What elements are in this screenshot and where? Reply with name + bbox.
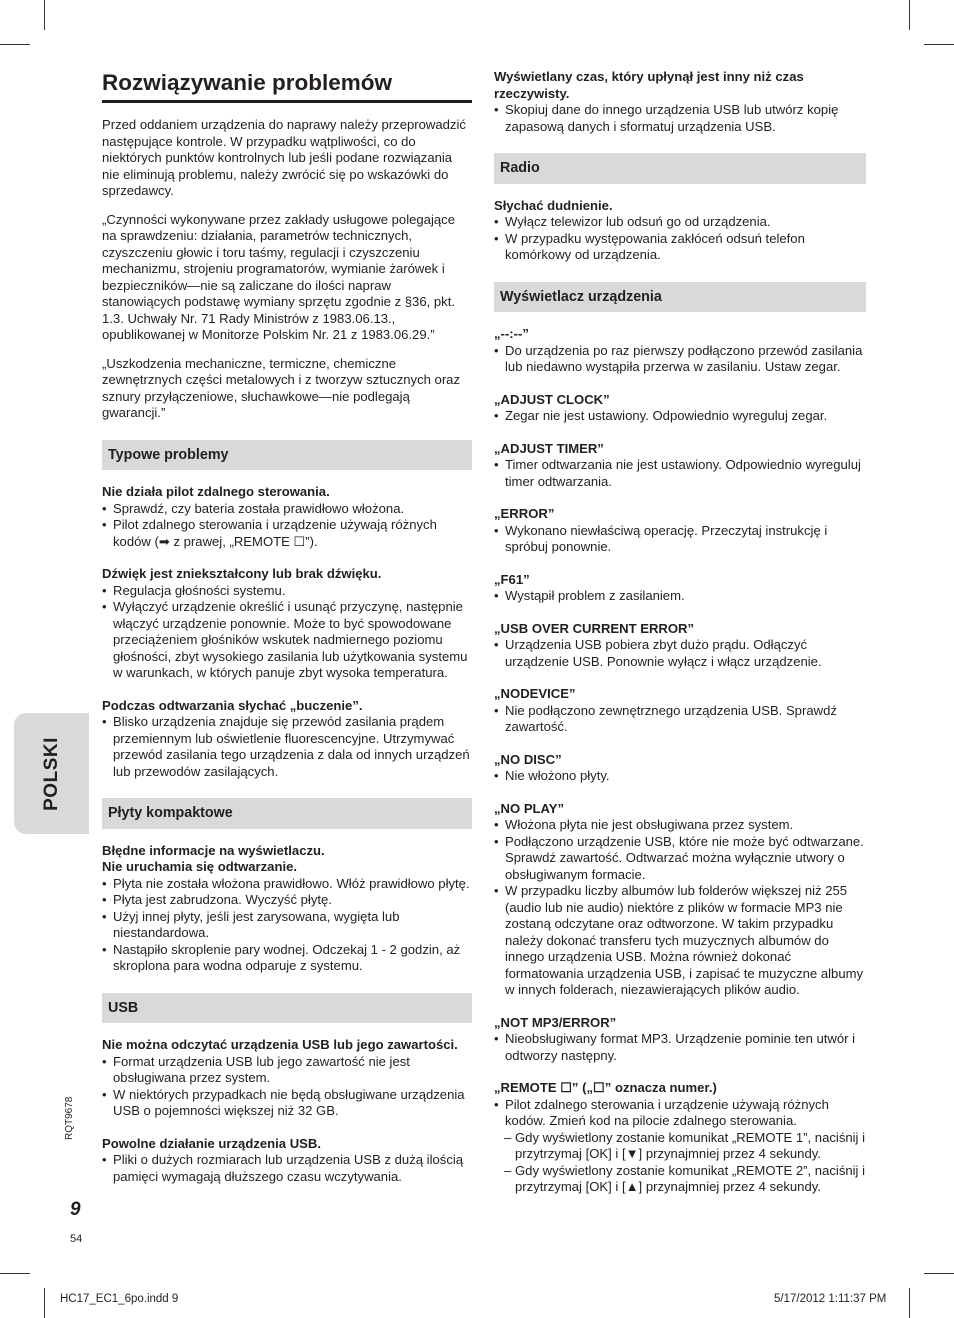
solution-list [494, 703, 866, 736]
language-tab-text: POLSKI [40, 736, 62, 811]
solution-bullet: • Pilot zdalnego sterowania i urządzenie używają różnych kodów. Zmień kod na pilocie zdalnego sterowania. [494, 1097, 866, 1130]
solution-bullet: • Nie włożono płyty. [494, 768, 866, 785]
solution-bullet: • Wyłączyć urządzenie określić i usunąć przyczynę, następnie włączyć urządzenie ponownie. Może to być spowodowane przeciążeniem głośników wskutek nadmiernego poziomu głośności, zbyt wysokiego zasilania lub użytkowania systemu w warunkach, w których panuje zbyt wysoka temperatura. [102, 599, 472, 682]
page-title: Rozwiązywanie problemów [102, 69, 472, 103]
intro-paragraph: Przed oddaniem urządzenia do naprawy należy przeprowadzić następujące kontrole. W przypadku wątpliwości, co do niektórych punktów kontrolnych lub jeśli podane rozwiązania nie eliminują problemu, należy zwrócić się po wskazówki do sprzedawcy. [102, 117, 466, 198]
solution-list [494, 408, 866, 425]
problem-item [494, 69, 866, 135]
crop-mark [924, 44, 954, 45]
solution-bullet: • Wyłącz telewizor lub odsuń go od urządzenia. [494, 214, 866, 231]
solution-list [494, 523, 866, 556]
solution-list [102, 1054, 472, 1120]
section-typowe [102, 440, 472, 781]
solution-list [494, 1097, 866, 1130]
solution-bullet: • Nastąpiło skroplenie pary wodnej. Odczekaj 1 - 2 godzin, aż skroplona para wodna odparuje z systemu. [102, 942, 472, 975]
solution-list [102, 1152, 472, 1185]
solution-bullet: • Pliki o dużych rozmiarach lub urządzenia USB z dużą ilością pamięci wymagają dłuższego czasu wczytywania. [102, 1152, 472, 1185]
problem-title: Nie można odczytać urządzenia USB lub jego zawartości. [102, 1037, 458, 1052]
solution-list [102, 501, 472, 551]
solution-bullet: • Nie podłączono zewnętrznego urządzenia USB. Sprawdź zawartość. [494, 703, 866, 736]
problem-item [102, 1037, 472, 1120]
solution-list [102, 583, 472, 682]
solution-list [494, 102, 866, 135]
solution-list [494, 817, 866, 999]
crop-mark [0, 44, 30, 45]
solution-list [494, 214, 866, 264]
problem-title: „NODEVICE” [494, 686, 576, 701]
solution-bullet: • Pilot zdalnego sterowania i urządzenie używają różnych kodów (➡ z prawej, „REMOTE ☐”). [102, 517, 472, 550]
problem-item [494, 801, 866, 999]
solution-bullet: • Do urządzenia po raz pierwszy podłączono przewód zasilania lub niedawno wystąpiła przerwa w zasilaniu. Ustaw zegar. [494, 343, 866, 376]
problem-item [494, 686, 866, 736]
solution-bullet: • Regulacja głośności systemu. [102, 583, 472, 600]
solution-bullet: • Wystąpił problem z zasilaniem. [494, 588, 866, 605]
solution-bullet: • Sprawdź, czy bateria została prawidłowo włożona. [102, 501, 472, 518]
solution-bullet: • Blisko urządzenia znajduje się przewód zasilania prądem przemiennym lub oświetlenie fluorescencyjne. Utrzymywać przewód zasilania tego urządzenia z dala od innych urządzeń lub przewodów zasilających. [102, 714, 472, 780]
problem-item [494, 441, 866, 491]
problem-title: Wyświetlany czas, który upłynął jest inny niż czas rzeczywisty. [494, 69, 804, 101]
solution-bullet: • Zegar nie jest ustawiony. Odpowiednio wyreguluj zegar. [494, 408, 866, 425]
intro-paragraph: „Czynności wykonywane przez zakłady usługowe polegające na sprawdzeniu: działania, parametrów technicznych, czyszczeniu głowic i toru taśmy, regulacji i czyszczeniu mechanizmu, strojeniu programatorów, wymianie żarówek i bezpieczników—nie są zaliczane do ilości napraw stanowiących podstawę wymiany sprzętu zgodnie z §36, pkt. 1.3. Uchwały Nr. 71 Rady Ministrów z 1983.06.13., opublikowanej w Monitorze Polskim Nr. 21 z 1983.06.29.” [102, 211, 455, 342]
problem-title: Nie działa pilot zdalnego sterowania. [102, 484, 330, 499]
solution-list [102, 714, 472, 780]
problem-title: „--:--” [494, 326, 529, 341]
problem-title: „NO PLAY” [494, 800, 565, 816]
right-column [494, 69, 866, 1212]
problem-title: „ERROR” [494, 506, 555, 521]
section-heading: USB [102, 993, 472, 1024]
left-column [102, 69, 472, 1201]
section-heading: Płyty kompaktowe [102, 798, 472, 829]
section-heading: Typowe problemy [102, 440, 472, 471]
problem-item [494, 326, 866, 376]
crop-mark [44, 1288, 45, 1318]
solution-bullet: • Włożona płyta nie jest obsługiwana przez system. [494, 817, 866, 834]
problem-title: Dźwięk jest zniekształcony lub brak dźwięku. [102, 566, 382, 581]
solution-list [494, 588, 866, 605]
crop-mark [909, 0, 910, 30]
problem-title: „REMOTE ☐” („☐” oznacza numer.) [494, 1080, 717, 1095]
solution-list [102, 876, 472, 975]
problem-title: Błędne informacje na wyświetlaczu. Nie uruchamia się odtwarzanie. [102, 842, 325, 874]
problem-title: „NO DISC” [494, 751, 562, 767]
crop-mark [0, 1273, 30, 1274]
section-plyty [102, 798, 472, 975]
solution-list [494, 637, 866, 670]
crop-mark [924, 1273, 954, 1274]
section-radio [494, 153, 866, 264]
section-heading: Radio [494, 153, 866, 184]
doc-code: RQT9678 [64, 1096, 75, 1140]
problem-title: Podczas odtwarzania słychać „buczenie”. [102, 697, 363, 713]
solution-bullet: • W przypadku występowania zakłóceń odsuń telefon komórkowy od urządzenia. [494, 231, 866, 264]
solution-bullet: • Użyj innej płyty, jeśli jest zarysowana, wygięta lub niestandardowa. [102, 909, 472, 942]
section-czas [494, 69, 866, 135]
sub-step: – Gdy wyświetlony zostanie komunikat „REMOTE 2”, naciśnij i przytrzymaj [OK] i [▲] przynajmniej przez 4 sekundy. [504, 1163, 866, 1196]
section-heading: Wyświetlacz urządzenia [494, 282, 866, 313]
problem-item [494, 1015, 866, 1065]
section-usb [102, 993, 472, 1186]
problem-item [494, 1080, 866, 1196]
page-number-small: 54 [70, 1233, 83, 1245]
problem-item [102, 1136, 472, 1186]
sub-step: – Gdy wyświetlony zostanie komunikat „REMOTE 1”, naciśnij i przytrzymaj [OK] i [▼] przynajmniej przez 4 sekundy. [504, 1130, 866, 1163]
problem-title: „USB OVER CURRENT ERROR” [494, 620, 695, 636]
solution-list [494, 343, 866, 376]
solution-list [494, 457, 866, 490]
solution-bullet: • Płyta jest zabrudzona. Wyczyść płytę. [102, 892, 472, 909]
solution-bullet: • Skopiuj dane do innego urządzenia USB lub utwórz kopię zapasową danych i sformatuj urządzenia USB. [494, 102, 866, 135]
footer-timestamp: 5/17/2012 1:11:37 PM [774, 1293, 887, 1305]
problem-title: Słychać dudnienie. [494, 197, 613, 213]
solution-bullet: • Wykonano niewłaściwą operację. Przeczytaj instrukcję i spróbuj ponownie. [494, 523, 866, 556]
solution-list [494, 768, 866, 785]
problem-item [102, 843, 472, 975]
crop-mark [909, 1288, 910, 1318]
crop-mark [44, 0, 45, 30]
solution-bullet: • Timer odtwarzania nie jest ustawiony. Odpowiednio wyreguluj timer odtwarzania. [494, 457, 866, 490]
problem-item [494, 506, 866, 556]
problem-title: „ADJUST TIMER” [494, 440, 604, 456]
solution-bullet: • Nieobsługiwany format MP3. Urządzenie pominie ten utwór i odtworzy następny. [494, 1031, 866, 1064]
solution-bullet: • Urządzenia USB pobiera zbyt dużo prądu. Odłączyć urządzenie USB. Ponownie wyłącz i włącz urządzenie. [494, 637, 866, 670]
problem-title: „F61” [494, 571, 530, 587]
footer-file-info: HC17_EC1_6po.indd 9 [60, 1293, 179, 1305]
sub-step-list [504, 1130, 866, 1196]
problem-item [494, 392, 866, 425]
solution-list [494, 1031, 866, 1064]
solution-bullet: • Podłączono urządzenie USB, które nie może być odtwarzane. Sprawdź zawartość. Odtwarzać można wyłącznie utwory o obsługiwanym formacie. [494, 834, 866, 884]
solution-bullet: • W niektórych przypadkach nie będą obsługiwane urządzenia USB o pojemności większej niż 32 GB. [102, 1087, 472, 1120]
solution-bullet: • W przypadku liczby albumów lub folderów większej niż 255 (audio lub nie audio) niektóre z plików w formacie MP3 nie zostaną odczytane oraz odtworzone. W takim przypadku należy dokonać transferu tych muzycznych albumów do innego urządzenia USB. Można również dokonać formatowania urządzenia USB, i zapisać te muzyczne albumy w innych folderach, niezawierających plików audio. [494, 883, 866, 999]
section-wyswietlacz [494, 282, 866, 1196]
problem-item [102, 698, 472, 781]
solution-bullet: • Format urządzenia USB lub jego zawartość nie jest obsługiwana przez system. [102, 1054, 472, 1087]
problem-item [102, 566, 472, 682]
problem-title: Powolne działanie urządzenia USB. [102, 1135, 322, 1151]
problem-item [494, 572, 866, 605]
problem-item [494, 752, 866, 785]
problem-item [102, 484, 472, 550]
problem-item [494, 621, 866, 671]
problem-item [494, 198, 866, 264]
solution-bullet: • Płyta nie została włożona prawidłowo. Włóż prawidłowo płytę. [102, 876, 472, 893]
intro-paragraph: „Uszkodzenia mechaniczne, termiczne, chemiczne zewnętrznych części metalowych i z tworzyw sztucznych oraz sznury przyłączeniowe, słuchawkowe—nie podlegają gwarancji.” [102, 355, 461, 420]
problem-title: „NOT MP3/ERROR” [494, 1014, 617, 1030]
problem-title: „ADJUST CLOCK” [494, 391, 610, 407]
language-tab-label [14, 713, 89, 834]
page-number: 9 [70, 1199, 81, 1220]
